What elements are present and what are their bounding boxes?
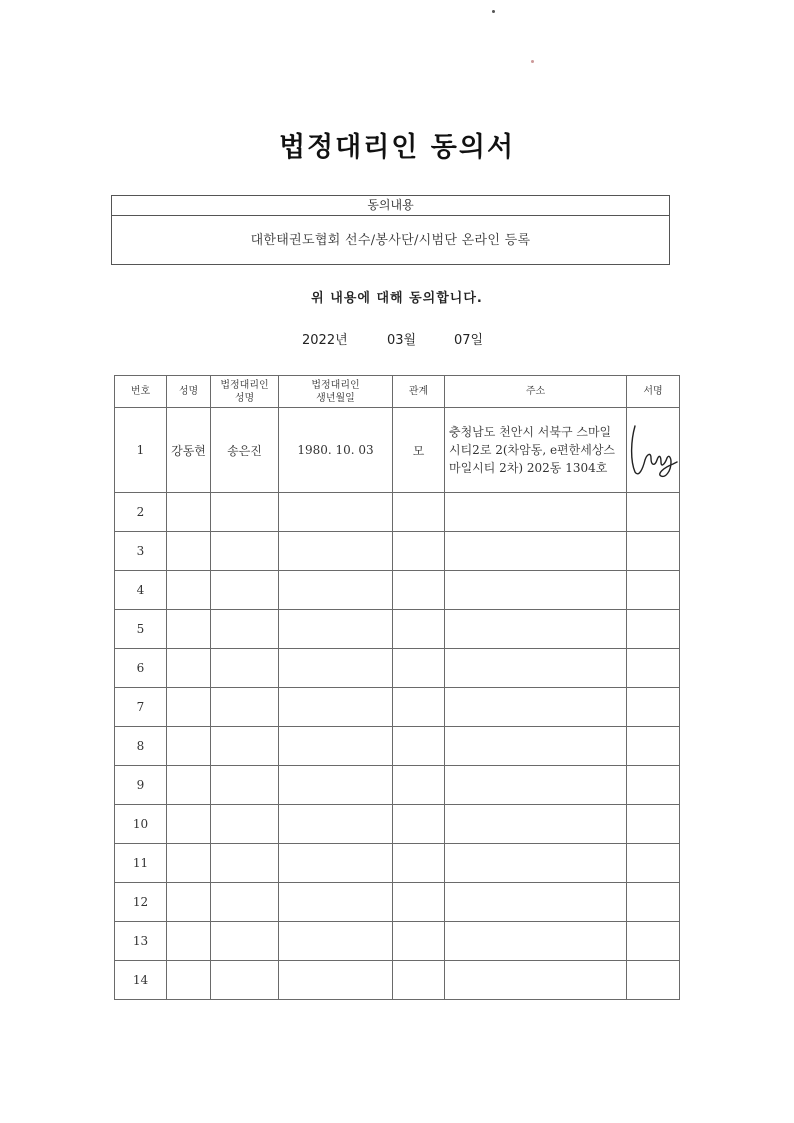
table-row (115, 532, 680, 571)
row-address (445, 805, 627, 844)
row-address (445, 688, 627, 727)
row-guardian-name (211, 610, 279, 649)
header-relation: 관계 (393, 376, 445, 408)
table-row (115, 805, 680, 844)
row-signature (627, 408, 680, 493)
row-number: 4 (115, 571, 167, 610)
row-address (445, 844, 627, 883)
row-number: 3 (115, 532, 167, 571)
row-guardian-birth (279, 766, 393, 805)
row-guardian-birth (279, 688, 393, 727)
row-name (167, 883, 211, 922)
row-guardian-birth (279, 532, 393, 571)
row-relation (393, 649, 445, 688)
row-number: 5 (115, 610, 167, 649)
table-row (115, 493, 680, 532)
row-name (167, 532, 211, 571)
row-name (167, 610, 211, 649)
row-guardian-birth (279, 922, 393, 961)
row-number: 7 (115, 688, 167, 727)
row-relation (393, 844, 445, 883)
row-guardian-birth (279, 844, 393, 883)
row-address: 충청남도 천안시 서북구 스마일시티2로 2(차암동, e편한세상스마일시티 2차) 202동 1304호 (445, 408, 627, 493)
row-relation (393, 610, 445, 649)
row-signature (627, 571, 680, 610)
header-number: 번호 (115, 376, 167, 408)
row-number: 9 (115, 766, 167, 805)
table-row (115, 961, 680, 1000)
row-name (167, 766, 211, 805)
row-name: 강동현 (167, 408, 211, 493)
row-guardian-name (211, 688, 279, 727)
row-signature (627, 883, 680, 922)
row-address (445, 649, 627, 688)
row-number: 8 (115, 727, 167, 766)
header-name: 성명 (167, 376, 211, 408)
row-guardian-birth: 1980. 10. 03 (279, 408, 393, 493)
row-signature (627, 688, 680, 727)
row-signature (627, 532, 680, 571)
table-row (115, 610, 680, 649)
header-guardian-name: 법정대리인 성명 (211, 376, 279, 408)
row-number: 1 (115, 408, 167, 493)
consent-header: 동의내용 (112, 196, 669, 216)
table-row (115, 688, 680, 727)
row-name (167, 922, 211, 961)
handwritten-signature (627, 420, 679, 480)
row-address (445, 922, 627, 961)
row-relation: 모 (393, 408, 445, 493)
row-signature (627, 727, 680, 766)
row-guardian-name (211, 961, 279, 1000)
row-guardian-birth (279, 883, 393, 922)
row-guardian-birth (279, 649, 393, 688)
row-guardian-name (211, 571, 279, 610)
row-relation (393, 571, 445, 610)
consent-content: 대한태권도협회 선수/봉사단/시범단 온라인 등록 (250, 233, 531, 248)
table-row (115, 727, 680, 766)
row-name (167, 844, 211, 883)
row-number: 11 (115, 844, 167, 883)
table-row (115, 922, 680, 961)
header-address: 주소 (445, 376, 627, 408)
row-name (167, 727, 211, 766)
row-guardian-birth (279, 493, 393, 532)
guardian-table (114, 375, 680, 1000)
row-address (445, 961, 627, 1000)
row-address (445, 493, 627, 532)
row-number: 6 (115, 649, 167, 688)
header-guardian-birth: 법정대리인 생년월일 (279, 376, 393, 408)
row-name (167, 688, 211, 727)
row-guardian-birth (279, 961, 393, 1000)
table-row (115, 766, 680, 805)
table-row (115, 649, 680, 688)
row-guardian-name (211, 532, 279, 571)
row-number: 13 (115, 922, 167, 961)
row-address (445, 883, 627, 922)
row-signature (627, 766, 680, 805)
row-guardian-name (211, 727, 279, 766)
row-number: 12 (115, 883, 167, 922)
table-row (115, 408, 680, 493)
row-address (445, 727, 627, 766)
row-relation (393, 961, 445, 1000)
scan-speck (531, 60, 534, 63)
row-guardian-birth (279, 805, 393, 844)
table-header-row (115, 376, 680, 408)
row-address (445, 610, 627, 649)
row-guardian-birth (279, 571, 393, 610)
row-relation (393, 493, 445, 532)
row-guardian-birth (279, 610, 393, 649)
row-number: 14 (115, 961, 167, 1000)
row-relation (393, 805, 445, 844)
row-relation (393, 688, 445, 727)
agreement-statement: 위 내용에 대해 동의합니다. (311, 291, 483, 306)
date-year: 2022년 (302, 333, 348, 348)
row-name (167, 649, 211, 688)
row-name (167, 805, 211, 844)
row-guardian-name (211, 649, 279, 688)
row-guardian-name (211, 766, 279, 805)
header-signature: 서명 (627, 376, 680, 408)
row-name (167, 493, 211, 532)
row-number: 10 (115, 805, 167, 844)
row-signature (627, 844, 680, 883)
row-signature (627, 610, 680, 649)
row-signature (627, 961, 680, 1000)
row-address (445, 766, 627, 805)
row-signature (627, 493, 680, 532)
date-month: 03월 (387, 333, 417, 348)
row-signature (627, 805, 680, 844)
row-relation (393, 922, 445, 961)
table-row (115, 571, 680, 610)
scan-speck (492, 10, 495, 13)
row-signature (627, 649, 680, 688)
row-signature (627, 922, 680, 961)
row-guardian-name: 송은진 (211, 408, 279, 493)
date-day: 07일 (454, 333, 484, 348)
table-row (115, 844, 680, 883)
page-title: 법정대리인 동의서 (278, 132, 516, 163)
consent-content-box (111, 195, 670, 265)
row-relation (393, 727, 445, 766)
row-guardian-name (211, 805, 279, 844)
row-guardian-name (211, 844, 279, 883)
row-number: 2 (115, 493, 167, 532)
row-name (167, 961, 211, 1000)
table-row (115, 883, 680, 922)
row-guardian-birth (279, 727, 393, 766)
row-relation (393, 883, 445, 922)
row-guardian-name (211, 922, 279, 961)
row-relation (393, 766, 445, 805)
row-guardian-name (211, 493, 279, 532)
row-address (445, 571, 627, 610)
row-name (167, 571, 211, 610)
row-address (445, 532, 627, 571)
row-guardian-name (211, 883, 279, 922)
row-relation (393, 532, 445, 571)
